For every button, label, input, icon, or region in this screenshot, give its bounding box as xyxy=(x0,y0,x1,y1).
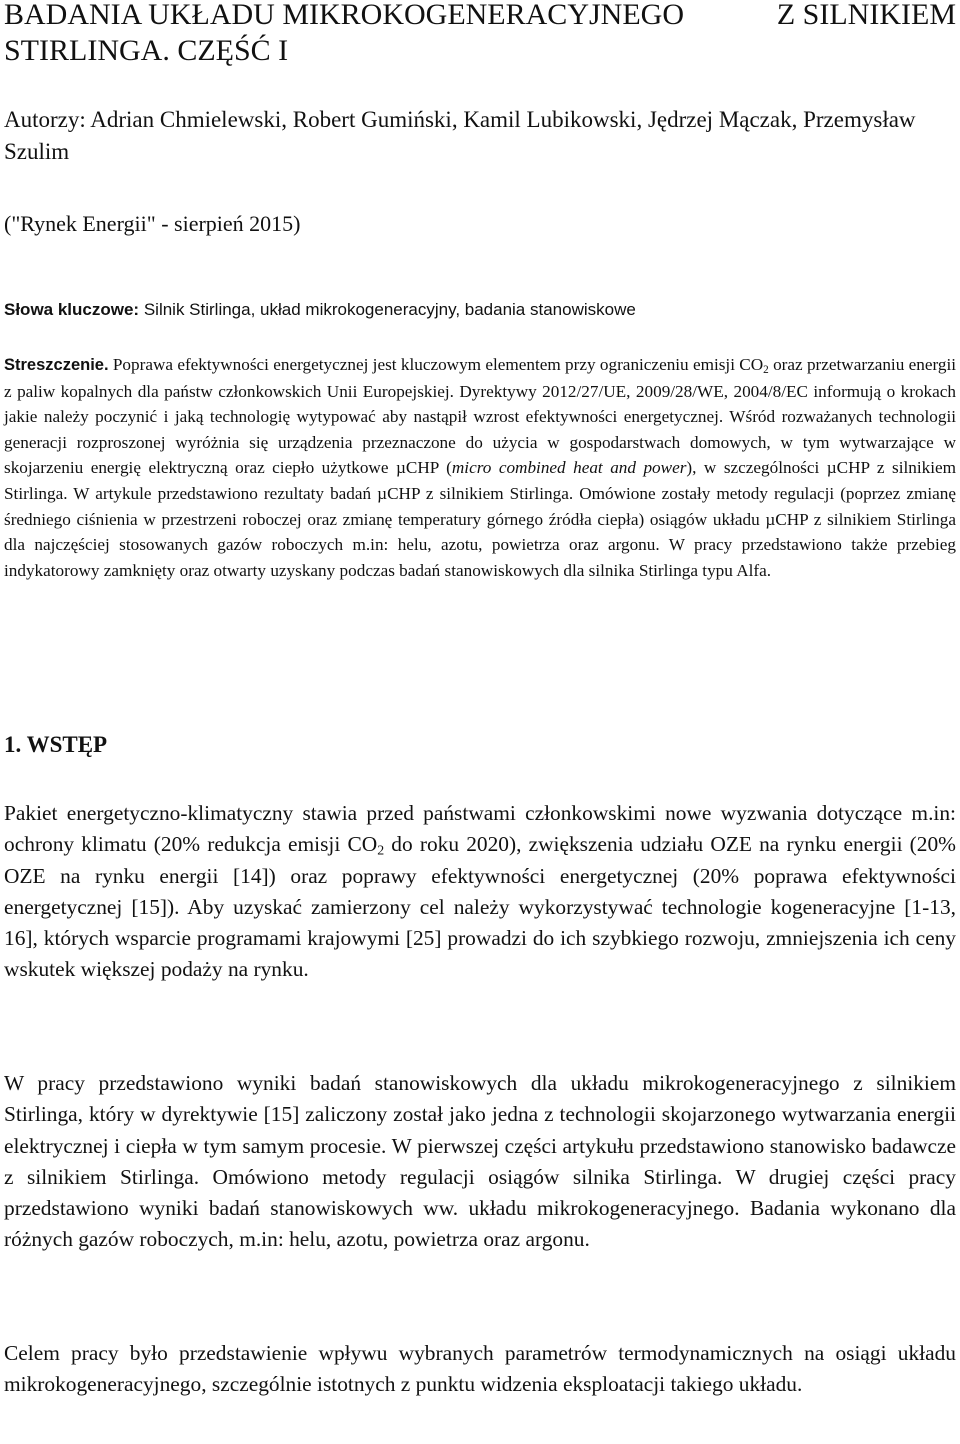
keywords xyxy=(4,298,956,322)
keywords-label: Słowa kluczowe: xyxy=(4,300,140,319)
paragraph-1 xyxy=(4,798,956,986)
title-line-1 xyxy=(4,0,956,33)
paragraph-1-text-b: do roku 2020), zwiększenia udziału OZE na rynku energii (20% OZE na rynku energii [14]) oraz poprawy efektywności energetycznej (20% poprawa efektywności energetycznej [15]). Aby uzyskać zamierzony cel należy wykorzystywać technologie kogeneracyjne [1-13, 16], których wsparcie programami krajowymi [25] prowadzi do ich szybkiego rozwoju, zmniejszenia ich ceny wskutek większej podaży na rynku. xyxy=(4,832,956,982)
article-title xyxy=(4,0,956,69)
abstract-text-3: ), w szczególności µCHP z silnikiem Stirlinga. W artykule przedstawiono rezultaty badań µCHP z silnikiem Stirlinga. Omówione zostały metody regulacji (poprzez zmianę średniego ciśnienia w przestrzeni roboczej oraz zmianę temperatury górnego źródła ciepła) osiągów układu µCHP z silnikiem Stirlinga dla najczęściej stosowanych gazów roboczych m.in: helu, azotu, powietrza oraz argonu. W pracy przedstawiono także przebieg indykatorowy zamknięty oraz otwarty uzyskany podczas badań stanowiskowych dla silnika Stirlinga typu Alfa. xyxy=(4,458,957,580)
abstract-label: Streszczenie. xyxy=(4,356,109,374)
abstract xyxy=(4,352,956,583)
paragraph-1-co2-subscript: 2 xyxy=(377,843,385,859)
title-line-1-right: Z SILNIKIEM xyxy=(776,0,956,31)
source-line: ("Rynek Energii" - sierpień 2015) xyxy=(4,211,301,236)
paragraph-1-text-a: Pakiet energetyczno-klimatyczny stawia przed państwami członkowskimi nowe wyzwania dotyczące m.in: ochrony klimatu (20% redukcja emisji CO xyxy=(4,801,956,857)
paragraph-3: Celem pracy było przedstawienie wpływu wybranych parametrów termodynamicznych na osiągi układu mikrokogeneracyjnego, szczególnie istotnych z punktu widzenia eksploatacji takiego układu. xyxy=(4,1341,956,1397)
title-line-1-left: BADANIA UKŁADU MIKROKOGENERACYJNEGO xyxy=(4,0,684,31)
abstract-italic-term: micro combined heat and power xyxy=(451,458,687,478)
section-heading: 1. WSTĘP xyxy=(4,732,108,757)
title-line-2: STIRLINGA. CZĘŚĆ I xyxy=(4,34,289,67)
authors-line: Autorzy: Adrian Chmielewski, Robert Gumiński, Kamil Lubikowski, Jędrzej Mączak, Przemysław Szulim xyxy=(4,107,916,164)
paragraph-2: W pracy przedstawiono wyniki badań stanowiskowych dla układu mikrokogeneracyjnego z silnikiem Stirlinga, który w dyrektywie [15] zaliczony został jako jedna z technologii skojarzonego wytwarzania energii elektrycznej i ciepła w tym samym procesie. W pierwszej części artykułu przedstawiono stanowisko badawcze z silnikiem Stirlinga. Omówiono metody regulacji osiągów silnika Stirlinga. W drugiej części pracy przedstawiono wyniki badań stanowiskowych ww. układu mikrokogeneracyjnego. Badania wykonano dla różnych gazów roboczych, m.in: helu, azotu, powietrza oraz argonu. xyxy=(4,1071,956,1252)
abstract-text-1: Poprawa efektywności energetycznej jest kluczowym elementem przy ograniczeniu emisji CO xyxy=(112,355,764,374)
keywords-text: Silnik Stirlinga, układ mikrokogeneracyjny, badania stanowiskowe xyxy=(143,300,636,319)
abstract-text-2: oraz przetwarzaniu energii z paliw kopalnych dla państw członkowskich Unii Europejskiej. Dyrektywy 2012/27/UE, 2009/28/WE, 2004/8/EC informują o krokach jakie należy poczynić i jaką technologię wytypować aby nastąpił wzrost efektywności energetycznej. Wśród rozważanych technologii generacji rozproszonej wyróżnia się urządzenia przeznaczone do użycia w gospodarstwach domowych, w tym wytwarzające w skojarzeniu energię elektryczną oraz ciepło użytkowe µCHP ( xyxy=(4,355,957,478)
co2-subscript: 2 xyxy=(763,363,769,376)
